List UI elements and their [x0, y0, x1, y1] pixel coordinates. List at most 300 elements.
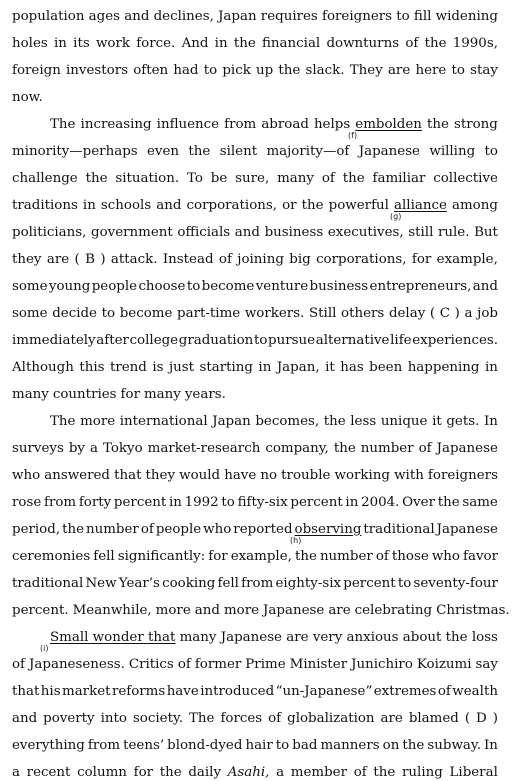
word: pick: [222, 63, 251, 78]
word: and: [234, 225, 260, 240]
word: of: [375, 549, 389, 564]
word: who: [12, 468, 41, 483]
word: a: [276, 765, 285, 780]
word: workers.: [244, 306, 305, 321]
word: immediately: [12, 333, 96, 348]
word: population: [12, 9, 85, 24]
word: people: [91, 279, 138, 294]
word: (: [464, 711, 471, 726]
word: now.: [12, 90, 43, 105]
word: the: [342, 171, 365, 186]
word: a: [12, 765, 20, 780]
word: the: [437, 495, 460, 510]
word: trouble: [281, 468, 331, 483]
word: to: [203, 63, 218, 78]
word: Meanwhile,: [72, 603, 152, 618]
word: after: [96, 333, 129, 348]
text-line-observing: [12, 521, 498, 538]
word: Christmas.: [436, 603, 510, 618]
word: traditional: [363, 522, 435, 537]
mark-h: (h): [290, 536, 302, 545]
word: in: [484, 360, 498, 375]
word: would: [179, 468, 221, 483]
word: in: [258, 360, 272, 375]
word: D: [476, 711, 487, 726]
word: To: [186, 171, 203, 186]
text-line: [12, 332, 498, 349]
word: traditional: [12, 576, 84, 591]
word: many: [12, 387, 49, 402]
word: the: [301, 198, 324, 213]
word: Japanese: [220, 630, 282, 645]
word: ceremonies: [12, 549, 91, 564]
word: number: [85, 522, 139, 537]
word: become: [201, 279, 255, 294]
word: declines,: [153, 9, 214, 24]
word: from: [43, 495, 77, 510]
word: The: [188, 711, 215, 726]
word: to: [397, 576, 412, 591]
word: that: [12, 684, 40, 699]
word: are: [46, 252, 70, 267]
word: “un-Japanese”: [275, 684, 373, 699]
word: example,: [230, 549, 292, 564]
word: choose: [138, 279, 186, 294]
word: bad: [292, 738, 318, 753]
word: the: [424, 36, 447, 51]
word: Tokyo: [102, 441, 143, 456]
text-line: [12, 359, 498, 376]
word: traditions: [12, 198, 78, 213]
word: reported: [233, 522, 293, 537]
word: a: [464, 306, 473, 321]
text-line: [12, 305, 498, 322]
word: Instead: [162, 252, 214, 267]
word: others: [341, 306, 385, 321]
word: willing: [429, 144, 476, 159]
word: are: [328, 603, 351, 618]
word: of: [177, 657, 191, 672]
word: 1990s,: [452, 36, 498, 51]
word: rose: [12, 495, 42, 510]
word: the: [445, 630, 468, 645]
word: increasing: [80, 117, 152, 132]
word: minority—perhaps: [12, 144, 138, 159]
word: of: [140, 522, 154, 537]
text-line: [12, 602, 510, 619]
word: gets.: [446, 414, 480, 429]
word: to: [221, 495, 235, 510]
word: manners: [320, 738, 380, 753]
word: had: [173, 63, 199, 78]
word: widening: [435, 9, 498, 24]
word: percent: [290, 495, 343, 510]
word: the: [402, 738, 425, 753]
word: of: [418, 441, 432, 456]
word: forces: [220, 711, 263, 726]
text-line: [12, 224, 498, 241]
word: slack.: [305, 63, 345, 78]
word: celebrating: [354, 603, 433, 618]
word: have: [224, 468, 257, 483]
word: to: [186, 279, 201, 294]
word: introduced: [200, 684, 275, 699]
word: that: [114, 468, 142, 483]
word: requires: [260, 9, 318, 24]
word: In: [484, 738, 498, 753]
word: strong: [453, 117, 498, 132]
word: of: [437, 684, 451, 699]
word: and: [472, 279, 498, 294]
text-line: [12, 386, 498, 403]
word: teens’: [123, 738, 165, 753]
word: member: [290, 765, 347, 780]
word: Year’s: [118, 576, 160, 591]
word: are: [380, 711, 403, 726]
word: Koizumi: [416, 657, 472, 672]
word: or: [282, 198, 297, 213]
word: Asahi,: [227, 765, 270, 780]
word: very: [312, 630, 343, 645]
word: answered: [44, 468, 110, 483]
word: its: [73, 36, 90, 51]
word: The: [50, 414, 76, 429]
word: ages: [88, 9, 121, 24]
text-line: [50, 413, 498, 430]
word: seventy-four: [413, 576, 498, 591]
word: working: [334, 468, 391, 483]
word: (: [429, 306, 436, 321]
word: some: [12, 279, 48, 294]
word: former: [194, 657, 242, 672]
word: abroad: [261, 117, 309, 132]
word: more: [80, 414, 116, 429]
word: Critics: [128, 657, 174, 672]
word: part-time: [177, 306, 241, 321]
word: starting: [199, 360, 253, 375]
word: B: [85, 252, 95, 267]
word: stay: [470, 63, 498, 78]
word: embolden: [355, 117, 422, 132]
word: happening: [407, 360, 480, 375]
word: company,: [265, 441, 329, 456]
word: number: [360, 441, 414, 456]
word: alliance: [394, 198, 447, 213]
word: business: [264, 225, 324, 240]
word: years.: [184, 387, 226, 402]
word: But: [474, 225, 498, 240]
word: is: [152, 360, 164, 375]
word: from: [224, 117, 257, 132]
word: have: [166, 684, 199, 699]
word: rule.: [437, 225, 470, 240]
word: executives,: [327, 225, 404, 240]
word: in: [82, 198, 96, 213]
word: from: [241, 576, 274, 591]
word: Although: [12, 360, 74, 375]
word: eighty-six: [275, 576, 342, 591]
word: in: [54, 36, 67, 51]
word: are: [286, 630, 309, 645]
word: reforms: [111, 684, 166, 699]
word: corporations,: [186, 198, 278, 213]
text-line: [12, 737, 498, 754]
word: officials: [177, 225, 231, 240]
word: market: [62, 684, 111, 699]
word: the: [188, 144, 211, 159]
word: it: [432, 414, 442, 429]
word: job: [477, 306, 498, 321]
text-line: [12, 467, 498, 484]
word: blond-dyed: [167, 738, 243, 753]
word: about: [402, 630, 442, 645]
word: in: [214, 36, 228, 51]
word: ): [100, 252, 106, 267]
word: of: [268, 711, 282, 726]
word: many: [179, 630, 217, 645]
word: loss: [471, 630, 498, 645]
word: poverty: [43, 711, 95, 726]
word: situation.: [115, 171, 180, 186]
word: Junichiro: [351, 657, 413, 672]
word: majority—of: [266, 144, 350, 159]
word: Japan: [218, 9, 257, 24]
word: ): [454, 306, 460, 321]
word: to: [253, 333, 268, 348]
text-line-asahi: [12, 764, 498, 781]
word: international: [119, 414, 208, 429]
word: graduation: [178, 333, 254, 348]
word: same: [462, 495, 498, 510]
word: many: [143, 387, 181, 402]
word: countries: [52, 387, 117, 402]
word: Prime: [245, 657, 286, 672]
word: column: [77, 765, 127, 780]
word: joining: [237, 252, 284, 267]
word: (: [74, 252, 80, 267]
word: society.: [132, 711, 184, 726]
word: foreign: [12, 63, 61, 78]
word: silent: [219, 144, 258, 159]
word: experiences.: [412, 333, 498, 348]
word: Japanese: [436, 441, 498, 456]
word: force.: [136, 36, 176, 51]
word: familiar: [372, 171, 426, 186]
underlined-phrase: Small wonder that: [50, 630, 176, 645]
word: ): [492, 711, 498, 726]
mark-i: (i): [40, 644, 49, 653]
word: Liberal: [449, 765, 498, 780]
word: The: [50, 117, 76, 132]
word: 1992: [184, 495, 219, 510]
word: hair: [245, 738, 273, 753]
word: powerful: [328, 198, 389, 213]
word: favor: [463, 549, 498, 564]
word: and: [156, 198, 182, 213]
word: Japanese: [436, 522, 498, 537]
word: for: [411, 252, 432, 267]
word: wealth: [452, 684, 498, 699]
word: in: [168, 495, 182, 510]
word: those: [391, 549, 429, 564]
word: subway.: [427, 738, 481, 753]
mark-g: (g): [390, 212, 402, 221]
word: to: [396, 9, 410, 24]
word: from: [87, 738, 121, 753]
word: foreigners: [427, 468, 498, 483]
word: Japan,: [276, 360, 320, 375]
text-line: [12, 251, 498, 268]
word: helps: [313, 117, 351, 132]
word: work: [95, 36, 130, 51]
word: unique: [380, 414, 428, 429]
word: often: [133, 63, 169, 78]
word: the: [294, 549, 317, 564]
word: to: [275, 738, 290, 753]
word: less: [350, 414, 377, 429]
word: becomes,: [255, 414, 320, 429]
word: surveys: [12, 441, 64, 456]
word: still: [408, 225, 434, 240]
word: recent: [26, 765, 71, 780]
text-line: [12, 8, 498, 25]
text-line: [12, 89, 498, 106]
word: just: [168, 360, 194, 375]
word: Japanese: [263, 603, 325, 618]
word: delay: [388, 306, 426, 321]
word: young: [48, 279, 91, 294]
word: the: [159, 765, 182, 780]
word: say: [475, 657, 498, 672]
word: people: [155, 522, 202, 537]
word: his: [40, 684, 61, 699]
word: They: [349, 63, 383, 78]
word: the: [426, 117, 449, 132]
word: to: [101, 306, 116, 321]
word: more: [155, 603, 191, 618]
word: into: [100, 711, 127, 726]
word: for: [133, 765, 154, 780]
word: downturns: [326, 36, 400, 51]
word: and: [12, 711, 38, 726]
word: are: [387, 63, 411, 78]
text-line: [12, 62, 498, 79]
word: collective: [433, 171, 498, 186]
mark-f: (f): [348, 131, 358, 140]
word: of: [321, 171, 335, 186]
word: Japanese: [358, 144, 420, 159]
word: financial: [262, 36, 321, 51]
word: the: [62, 522, 84, 537]
word: politicians,: [12, 225, 87, 240]
word: has: [340, 360, 364, 375]
word: percent.: [12, 603, 69, 618]
word: fifty-six: [237, 495, 288, 510]
word: period,: [12, 522, 61, 537]
word: become: [119, 306, 173, 321]
word: daily: [188, 765, 222, 780]
word: percent: [343, 576, 396, 591]
word: by: [68, 441, 85, 456]
word: many: [277, 171, 314, 186]
word: trend: [109, 360, 147, 375]
word: example,: [436, 252, 498, 267]
word: the: [323, 414, 346, 429]
text-line: [12, 440, 498, 457]
text-line-alliance: [12, 197, 498, 214]
word: fell: [217, 576, 239, 591]
word: of: [353, 765, 367, 780]
word: ruling: [402, 765, 443, 780]
word: been: [369, 360, 403, 375]
word: the: [85, 171, 108, 186]
word: up: [256, 63, 274, 78]
word: government: [91, 225, 173, 240]
word: challenge: [12, 171, 78, 186]
word: Over: [402, 495, 435, 510]
word: some: [12, 306, 48, 321]
word: fill: [413, 9, 432, 24]
word: of: [12, 657, 26, 672]
word: with: [394, 468, 424, 483]
word: of: [218, 252, 232, 267]
word: the: [278, 63, 301, 78]
word: number: [319, 549, 373, 564]
word: among: [451, 198, 498, 213]
word: 2004.: [361, 495, 400, 510]
word: for: [120, 387, 140, 402]
word: Still: [308, 306, 337, 321]
word: here: [415, 63, 447, 78]
word: C: [439, 306, 451, 321]
word: Japaneseness.: [29, 657, 125, 672]
text-line: [12, 683, 498, 700]
word: extremes: [373, 684, 437, 699]
word: college: [129, 333, 179, 348]
word: sure,: [235, 171, 270, 186]
word: this: [79, 360, 105, 375]
word: decide: [52, 306, 97, 321]
text-line: [12, 548, 498, 565]
word: globalization: [287, 711, 375, 726]
word: a: [89, 441, 98, 456]
word: significantly:: [117, 549, 206, 564]
word: alternative: [315, 333, 390, 348]
text-line: [12, 35, 498, 52]
word: the: [373, 765, 396, 780]
text-line: [12, 143, 498, 160]
text-line: [12, 656, 498, 673]
word: percent: [113, 495, 167, 510]
word: observing: [294, 522, 362, 537]
word: market-research: [147, 441, 261, 456]
word: attack.: [110, 252, 158, 267]
word: even: [147, 144, 180, 159]
word: to: [451, 63, 465, 78]
text-line-small-wonder: [50, 629, 498, 646]
text-line: [12, 494, 498, 511]
word: who: [431, 549, 460, 564]
word: of: [405, 36, 419, 51]
word: big: [289, 252, 311, 267]
word: who: [203, 522, 232, 537]
word: fell: [93, 549, 115, 564]
word: entrepreneurs,: [369, 279, 472, 294]
word: corporations,: [316, 252, 407, 267]
word: schools: [100, 198, 152, 213]
word: everything: [12, 738, 85, 753]
text-line-embolden: [50, 116, 498, 133]
